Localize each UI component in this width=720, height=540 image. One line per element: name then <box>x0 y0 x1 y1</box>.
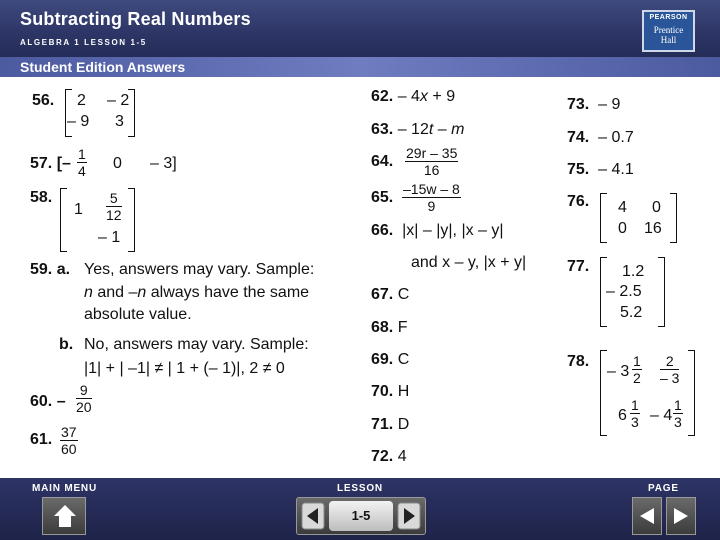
p57-fraction: $\frac{1}{4}$ <box>78 146 86 179</box>
p59a-line2: n and –n always have the same <box>84 284 310 301</box>
problem-78-number: 78. <box>567 353 590 370</box>
next-page-button[interactable] <box>666 497 696 535</box>
problem-62: 62. – 4x + 9 <box>371 88 456 105</box>
arrow-right-icon <box>672 507 690 525</box>
p59b-line2: |1| + | –1| ≠ | 1 + (– 1)|, 2 ≠ 0 <box>84 360 285 377</box>
matrix-bracket-left <box>60 188 67 252</box>
problem-59b-label: b. <box>59 336 74 353</box>
matrix-bracket-left <box>600 350 607 436</box>
p59a-line1: Yes, answers may vary. Sample: <box>84 261 315 278</box>
lesson-label: LESSON <box>337 483 383 494</box>
footer-nav <box>0 478 720 540</box>
p56-a: 2 <box>77 92 86 109</box>
lesson-navigator <box>296 497 426 535</box>
p78-a-whole: – 3 <box>607 363 630 380</box>
arrow-right-icon <box>397 502 421 530</box>
lesson-subtitle: ALGEBRA 1 LESSON 1-5 <box>20 38 147 47</box>
section-banner-text: Student Edition Answers <box>20 59 186 75</box>
problem-67: 67. C <box>371 286 410 303</box>
problem-73: 73. – 9 <box>567 96 621 113</box>
p78-d-whole: – 4 <box>650 407 673 424</box>
p78-d-fraction: $\frac{1}{3}$ <box>674 397 682 430</box>
problem-72: 72. 4 <box>371 448 407 465</box>
problem-57-number: 57. [– <box>30 155 71 172</box>
section-banner <box>0 57 720 77</box>
problem-69: 69. C <box>371 351 410 368</box>
problem-60-number: 60. – <box>30 393 66 410</box>
p76-r2c2: 16 <box>644 220 662 237</box>
p61-fraction: $\frac{37}{60}$ <box>61 424 77 457</box>
problem-61-number: 61. <box>30 431 53 448</box>
problem-58-number: 58. <box>30 189 53 206</box>
problem-64-number: 64. <box>371 153 394 170</box>
p77-r1: 1.2 <box>622 263 645 280</box>
home-icon <box>53 504 77 528</box>
p76-r1c1: 4 <box>618 199 627 216</box>
p56-c: – 9 <box>67 113 90 130</box>
p76-r2c1: 0 <box>618 220 627 237</box>
problem-66-line1: 66. |x| – |y|, |x – y| <box>371 222 504 239</box>
p78-c-whole: 6 <box>618 407 627 424</box>
p57-mid: 0 <box>113 155 122 172</box>
problem-68: 68. F <box>371 319 408 336</box>
page-title: Subtracting Real Numbers <box>20 9 251 29</box>
p58-one: 1 <box>74 201 83 218</box>
p78-c-fraction: $\frac{1}{3}$ <box>631 397 639 430</box>
problem-63: 63. – 12t – m <box>371 121 465 138</box>
lesson-number: 1-5 <box>329 501 393 531</box>
problem-66-line2: and x – y, |x + y| <box>411 254 527 271</box>
p64-fraction: $\frac{29r - 35}{16}$ <box>406 145 458 178</box>
p77-r2: – 2.5 <box>606 283 642 300</box>
problem-70: 70. H <box>371 383 410 400</box>
logo-text: Prentice Hall <box>653 25 684 45</box>
matrix-bracket-right <box>128 89 135 137</box>
p76-r1c2: 0 <box>652 199 661 216</box>
prev-lesson-button[interactable] <box>301 502 325 530</box>
problem-71: 71. D <box>371 416 410 433</box>
logo-brand: PEARSON <box>649 14 688 21</box>
main-menu-label: MAIN MENU <box>32 483 97 494</box>
prev-page-button[interactable] <box>632 497 662 535</box>
matrix-bracket-right <box>688 350 695 436</box>
p56-b: – 2 <box>107 92 130 109</box>
answers-content <box>0 77 720 477</box>
p78-b-fraction: $\frac{2}{- 3}$ <box>660 353 680 386</box>
problem-74: 74. – 0.7 <box>567 129 634 146</box>
p59b-line1: No, answers may vary. Sample: <box>84 336 309 353</box>
problem-75: 75. – 4.1 <box>567 161 634 178</box>
p78-a-fraction: $\frac{1}{2}$ <box>633 353 641 386</box>
p58-fraction: $\frac{5}{12}$ <box>106 190 122 223</box>
header-bar <box>0 0 720 57</box>
p59a-line3: absolute value. <box>84 306 192 323</box>
p77-r3: 5.2 <box>620 304 643 321</box>
p58-bottom: – 1 <box>98 229 121 246</box>
problem-77-number: 77. <box>567 258 590 275</box>
arrow-left-icon <box>638 507 656 525</box>
matrix-bracket-left <box>600 193 607 243</box>
matrix-bracket-right <box>670 193 677 243</box>
p65-fraction: $\frac{-15w - 8}{9}$ <box>403 181 460 214</box>
p57-end: – 3] <box>150 155 177 172</box>
p60-fraction: $\frac{9}{20}$ <box>76 382 92 415</box>
matrix-bracket-right <box>658 257 665 327</box>
publisher-logo <box>642 10 695 52</box>
page-label: PAGE <box>648 483 679 494</box>
problem-59a-label: 59. a. <box>30 261 71 278</box>
p56-d: 3 <box>115 113 124 130</box>
problem-76-number: 76. <box>567 193 590 210</box>
main-menu-button[interactable] <box>42 497 86 535</box>
matrix-bracket-right <box>128 188 135 252</box>
next-lesson-button[interactable] <box>397 502 421 530</box>
problem-56-number: 56. <box>32 92 55 109</box>
arrow-left-icon <box>301 502 325 530</box>
problem-65-number: 65. <box>371 189 394 206</box>
